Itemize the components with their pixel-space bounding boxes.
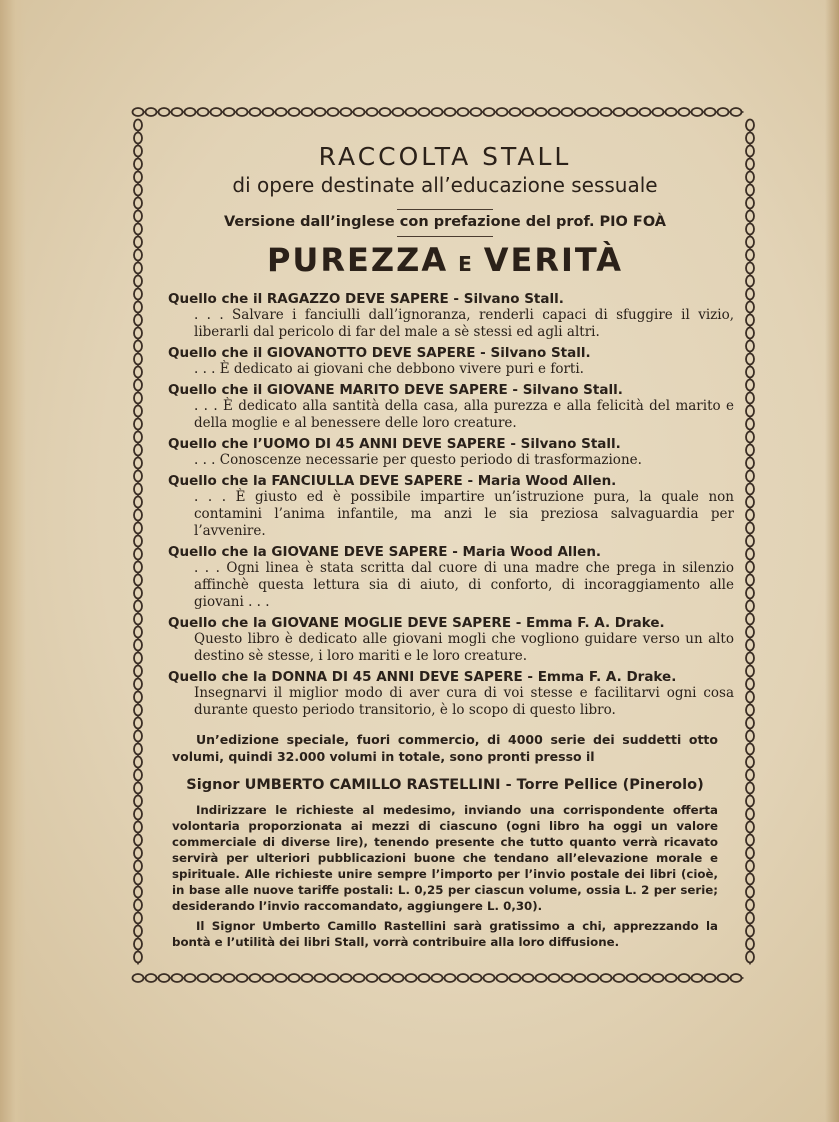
book-description: . . . È giusto ed è possibile impartire un’istruzione pura, la quale non contamini l’anima infantile, ma anzi le sia preziosa salvaguardia per l’avvenire. xyxy=(194,489,734,539)
book-title: Quello che la GIOVANE DEVE SAPERE - Maria Wood Allen. xyxy=(168,544,602,560)
book-title: Quello che l’UOMO DI 45 ANNI DEVE SAPERE - Silvano Stall. xyxy=(168,436,621,452)
divider-rule xyxy=(397,209,493,210)
book-entry xyxy=(168,291,734,341)
book-entry xyxy=(168,473,734,540)
book-entry xyxy=(168,382,734,432)
series-subtitle: di opere destinate all’educazione sessuale xyxy=(232,173,658,197)
book-description: . . . È dedicato ai giovani che debbono vivere puri e forti. xyxy=(194,361,584,377)
book-entry xyxy=(168,669,734,719)
agent-line: Signor UMBERTO CAMILLO RASTELLINI - Torre Pellice (Pinerolo) xyxy=(186,777,704,793)
book-description: . . . È dedicato alla santità della casa, alla purezza e alla felicità del marito e della moglie e al benessere delle loro creature. xyxy=(194,398,734,431)
book-title: Quello che il GIOVANOTTO DEVE SAPERE - Silvano Stall. xyxy=(168,345,591,361)
book-list xyxy=(168,291,734,719)
chain-border-frame xyxy=(130,104,758,986)
ordering-instructions: Indirizzare le richieste al medesimo, inviando una corrispondente offerta volontaria proporzionata ai mezzi di ciascuno (ogni libro ha oggi un valore commerciale di diverse lire), tenendo presente che tutto quanto verrà ricavato servirà per ulteriori pubblicazioni buone che tendano all’elevazione morale e spirituale. Alle richieste unire sempre l’importo per l’invio postale dei libri (cioè, in base alle nuove tariffe postali: L. 0,25 per ciascun volume, ossia L. 2 per serie; desiderando l’invio raccomandato, aggiungere L. 0,30). xyxy=(172,803,718,913)
closing-note: Il Signor Umberto Camillo Rastellini sarà gratissimo a chi, apprezzando la bontà e l’utilità dei libri Stall, vorrà contribuire alla loro diffusione. xyxy=(172,919,718,949)
book-description: Questo libro è dedicato alle giovani mogli che vogliono guidare verso un alto destino sè stesse, i loro mariti e le loro creature. xyxy=(194,631,734,664)
advert-content xyxy=(168,142,734,950)
main-title-part2: VERITÀ xyxy=(483,241,624,279)
page-edge-right xyxy=(825,0,839,1122)
version-line: Versione dall’inglese con prefazione del prof. PIO FOÀ xyxy=(223,214,666,230)
book-description: . . . Salvare i fanciulli dall’ignoranza, renderli capaci di sfuggire il vizio, liberarli dal pericolo di far del male a sè stessi ed agli altri. xyxy=(194,307,734,340)
divider-rule xyxy=(397,236,493,237)
special-edition-notice: Un’edizione speciale, fuori commercio, di 4000 serie dei suddetti otto volumi, quindi 32.000 volumi in totale, sono pronti presso il xyxy=(172,732,718,764)
main-title-conj: E xyxy=(458,252,474,276)
book-description: Insegnarvi il miglior modo di aver cura di voi stesse e facilitarvi ogni cosa durante questo periodo transitorio, è lo scopo di questo libro. xyxy=(194,685,734,718)
book-entry xyxy=(168,345,734,378)
book-entry xyxy=(168,544,734,611)
main-title xyxy=(172,241,718,279)
book-description: . . . Conoscenze necessarie per questo periodo di trasformazione. xyxy=(194,452,642,468)
book-entry xyxy=(168,436,734,469)
book-title: Quello che la FANCIULLA DEVE SAPERE - Maria Wood Allen. xyxy=(168,473,617,489)
book-entry xyxy=(168,615,734,665)
book-title: Quello che la GIOVANE MOGLIE DEVE SAPERE - Emma F. A. Drake. xyxy=(168,615,665,631)
book-title: Quello che il GIOVANE MARITO DEVE SAPERE - Silvano Stall. xyxy=(168,382,623,398)
book-description: . . . Ogni linea è stata scritta dal cuore di una madre che prega in silenzio affinchè questa lettura sia di aiuto, di conforto, di incoraggiamento alle giovani . . . xyxy=(194,560,734,610)
book-title: Quello che il RAGAZZO DEVE SAPERE - Silvano Stall. xyxy=(168,291,564,307)
page-edge-left xyxy=(0,0,26,1122)
book-title: Quello che la DONNA DI 45 ANNI DEVE SAPERE - Emma F. A. Drake. xyxy=(168,669,677,685)
main-title-part1: PUREZZA xyxy=(266,241,449,279)
series-title: RACCOLTA STALL xyxy=(318,142,572,171)
